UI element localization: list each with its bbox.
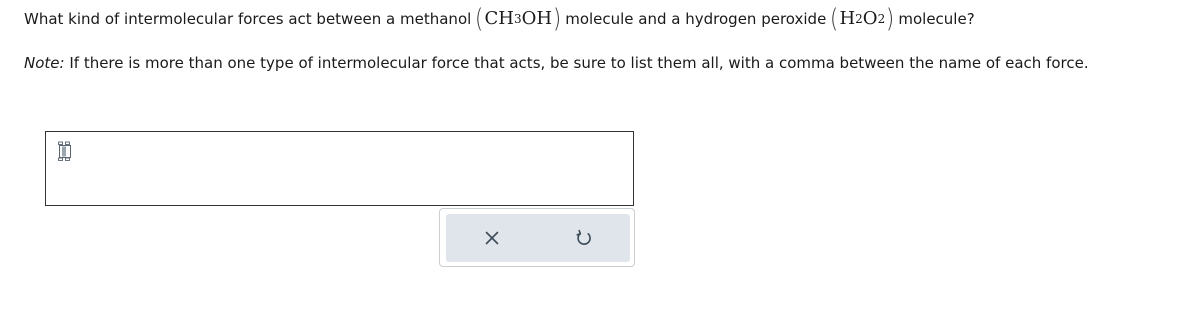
clear-button[interactable]: [446, 214, 538, 262]
note-body: If there is more than one type of intermolecular force that acts, be sure to list them all, with a comma between the name of each force.: [69, 54, 1089, 72]
palette-icon[interactable]: [57, 141, 73, 161]
question-text-after: molecule?: [898, 10, 975, 28]
note-label: Note:: [24, 54, 65, 72]
answer-toolbar: [439, 208, 635, 267]
question-text-before: What kind of intermolecular forces act between a methanol: [24, 10, 472, 28]
note-text: [24, 52, 1089, 74]
question-text-middle: molecule and a hydrogen peroxide: [565, 10, 827, 28]
methanol-formula: ( CH 3 OH ): [475, 4, 562, 34]
undo-icon: [575, 229, 593, 247]
x-icon: [485, 231, 499, 245]
question-text: [24, 4, 975, 34]
undo-button[interactable]: [538, 214, 630, 262]
answer-input[interactable]: [45, 131, 634, 206]
peroxide-formula: ( H 2 O 2 ): [830, 4, 895, 34]
toolbar-buttons: [446, 214, 630, 262]
